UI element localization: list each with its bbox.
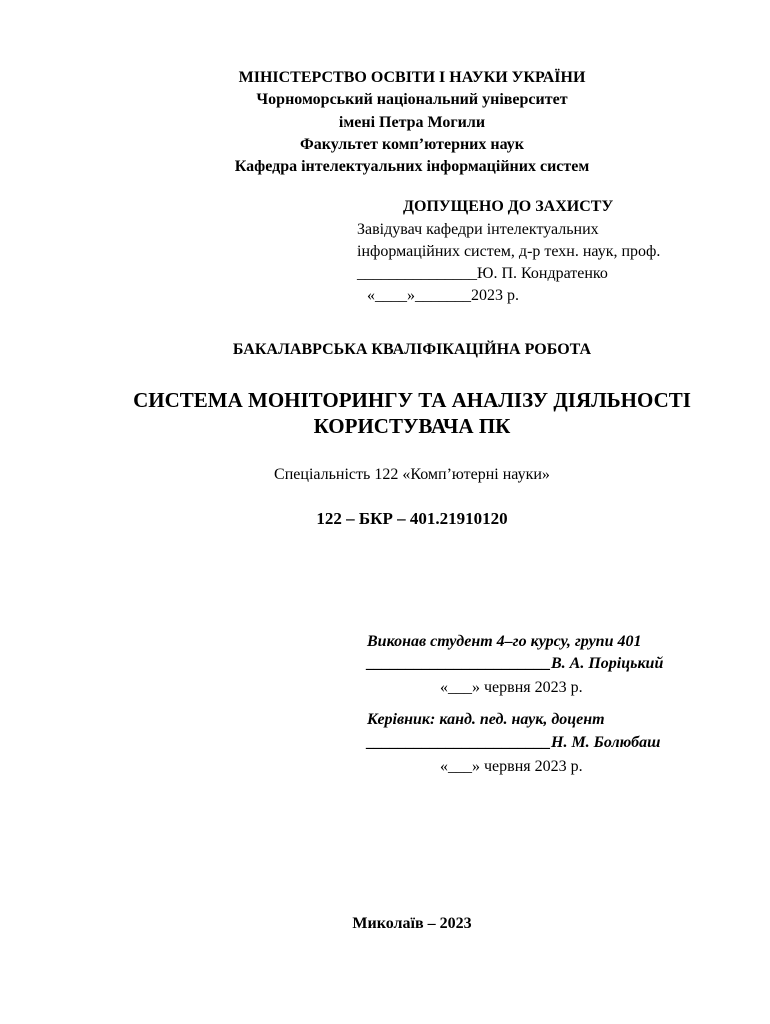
university-heading: Чорноморський національний університет (256, 91, 568, 108)
ministry-heading: МІНІСТЕРСТВО ОСВІТИ І НАУКИ УКРАЇНИ (238, 69, 586, 86)
approval-signature-line: _______________Ю. П. Кондратенко (357, 265, 608, 282)
approval-title: ДОПУЩЕНО ДО ЗАХИСТУ (403, 198, 614, 215)
work-type: БАКАЛАВРСЬКА КВАЛІФІКАЦІЙНА РОБОТА (232, 341, 592, 358)
faculty-heading: Факультет комп’ютерних наук (299, 136, 525, 153)
approval-head-line: Завідувач кафедри інтелектуальних (357, 221, 599, 238)
supervisor-date-line: «___» червня 2023 р. (440, 758, 583, 775)
work-code: 122 – БКР – 401.21910120 (316, 509, 508, 528)
approval-degree-line: інформаційних систем, д-р техн. наук, проф. (357, 243, 661, 260)
department-heading: Кафедра інтелектуальних інформаційних систем (234, 158, 590, 175)
specialty: Спеціальність 122 «Комп’ютерні науки» (274, 466, 550, 483)
student-signature-line: _______________________В. А. Поріцький (367, 655, 664, 672)
city-year: Миколаїв – 2023 (352, 915, 472, 932)
supervisor-signature-line: _______________________Н. М. Болюбаш (367, 734, 661, 751)
student-date-line: «___» червня 2023 р. (440, 679, 583, 696)
supervisor-line: Керівник: канд. пед. наук, доцент (367, 711, 605, 728)
work-title-line2: КОРИСТУВАЧА ПК (313, 414, 511, 438)
student-line: Виконав студент 4–го курсу, групи 401 (367, 633, 642, 650)
university-name-heading: імені Петра Могили (338, 114, 486, 131)
work-title-line1: СИСТЕМА МОНІТОРИНГУ ТА АНАЛІЗУ ДІЯЛЬНОСТІ (133, 388, 691, 412)
approval-date-line: «____»_______2023 р. (367, 287, 519, 304)
